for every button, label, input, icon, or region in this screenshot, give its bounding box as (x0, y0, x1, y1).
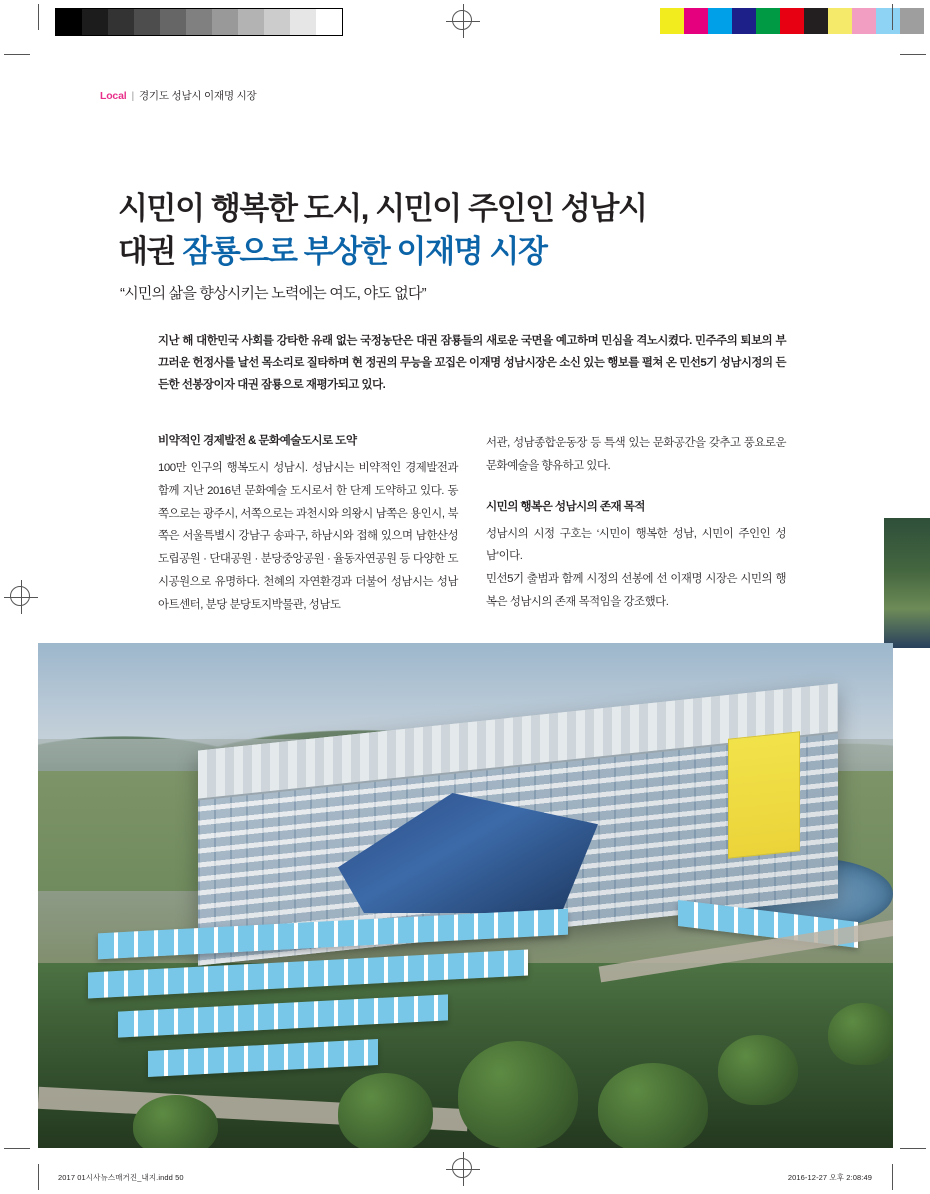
grayscale-calibration-bar (55, 8, 343, 36)
lead-paragraph: 지난 해 대한민국 사회를 강타한 유래 없는 국정농단은 대권 잠룡들의 새로운 국면을 예고하며 민심을 격노시켰다. 민주주의 퇴보의 부끄러운 헌정사를 날선 목소리로 질타하며 현 정권의 무능을 꼬집은 이재명 성남시장은 소신 있는 행보를 펼쳐 온 민선5기 성남시정의 든든한 선봉장이자 대권 잠룡으로 재평가되고 있다. (158, 335, 786, 392)
trim-mark (900, 1148, 926, 1149)
grayscale-patch (82, 9, 108, 35)
trim-mark (38, 4, 39, 30)
running-head (100, 88, 257, 103)
color-patch (900, 8, 924, 34)
page-title (118, 188, 818, 274)
photo-tree (338, 1073, 433, 1148)
grayscale-patch (160, 9, 186, 35)
hero-photo-seongnam-city-hall (38, 643, 893, 1148)
photo-tree (828, 1003, 893, 1065)
color-calibration-bar (660, 8, 924, 34)
color-patch (876, 8, 900, 34)
body-columns (158, 432, 786, 617)
trim-mark (38, 1164, 39, 1190)
color-patch (732, 8, 756, 34)
column-right-body-top: 서관, 성남종합운동장 등 특색 있는 문화공간을 갖추고 풍요로운 문화예술을 향유하고 있다. (486, 437, 786, 472)
trim-mark (900, 54, 926, 55)
running-head-category: Local (100, 89, 127, 102)
color-patch (660, 8, 684, 34)
registration-mark-bottom (446, 1152, 480, 1186)
photo-tree (133, 1095, 218, 1148)
grayscale-patch (264, 9, 290, 35)
color-patch (852, 8, 876, 34)
column-right-body-2: 민선5기 출범과 함께 시정의 선봉에 선 이재명 시장은 시민의 행복은 성남시의 존재 목적임을 강조했다. (486, 573, 786, 609)
column-right-body-1: 성남시의 시정 구호는 ‘시민이 행복한 성남, 시민이 주인인 성남’이다. (486, 527, 786, 563)
subheadline-quote: “시민의 삶을 향상시키는 노력에는 여도, 야도 없다” (120, 284, 426, 302)
color-patch (708, 8, 732, 34)
photo-tree (458, 1041, 578, 1148)
grayscale-patch (316, 9, 342, 35)
registration-mark-left (4, 580, 38, 614)
page-edge-bleed-sliver (884, 518, 930, 648)
color-patch (684, 8, 708, 34)
running-head-separator: | (131, 89, 134, 102)
color-patch (828, 8, 852, 34)
section-title-citizen-happiness: 시민의 행복은 성남시의 존재 목적 (486, 499, 645, 513)
color-patch (780, 8, 804, 34)
footer-file-name: 2017 01시사뉴스매거진_내지.indd 50 (58, 1173, 184, 1182)
color-patch (756, 8, 780, 34)
section-title-economy: 비약적인 경제발전 & 문화예술도시로 도약 (158, 434, 357, 447)
breadcrumb: 경기도 성남시 이재명 시장 (138, 90, 257, 102)
photo-tree (598, 1063, 708, 1148)
grayscale-patch (108, 9, 134, 35)
headline-line-2-plain: 대권 (118, 233, 183, 269)
photo-building-banner (728, 731, 800, 859)
grayscale-patch (212, 9, 238, 35)
registration-mark-top (446, 4, 480, 38)
column-left (158, 432, 458, 617)
headline-line-1: 시민이 행복한 도시, 시민이 주인인 성남시 (118, 191, 647, 226)
trim-mark (892, 4, 893, 30)
color-patch (804, 8, 828, 34)
grayscale-patch (134, 9, 160, 35)
trim-mark (4, 1148, 30, 1149)
grayscale-patch (290, 9, 316, 35)
grayscale-patch (186, 9, 212, 35)
headline-line-2-accent: 잠룡으로 부상한 이재명 시장 (182, 233, 547, 269)
grayscale-patch (238, 9, 264, 35)
headline-block (118, 188, 818, 303)
trim-mark (892, 1164, 893, 1190)
column-left-body: 100만 인구의 행복도시 성남시. 성남시는 비약적인 경제발전과 함께 지난 2016년 문화예술 도시로서 한 단계 도약하고 있다. 동쪽으로는 광주시, 서쪽으로는 과천시와 의왕시 남쪽은 용인시, 북쪽은 서울특별시 강남구 송파구, 하남시와 접해 있으며 남한산성도립공원 · 단대공원 · 분당중앙공원 · 율동자연공원 등 다양한 도시공원으로 유명하다. 천혜의 자연환경과 더불어 성남시는 성남아트센터, 분당 분당토지박물관, 성남도 (158, 462, 458, 611)
grayscale-patch (56, 9, 82, 35)
photo-tree (718, 1035, 798, 1105)
trim-mark (4, 54, 30, 55)
column-right (486, 432, 786, 617)
footer-timestamp: 2016-12-27 오후 2:08:49 (787, 1173, 872, 1182)
